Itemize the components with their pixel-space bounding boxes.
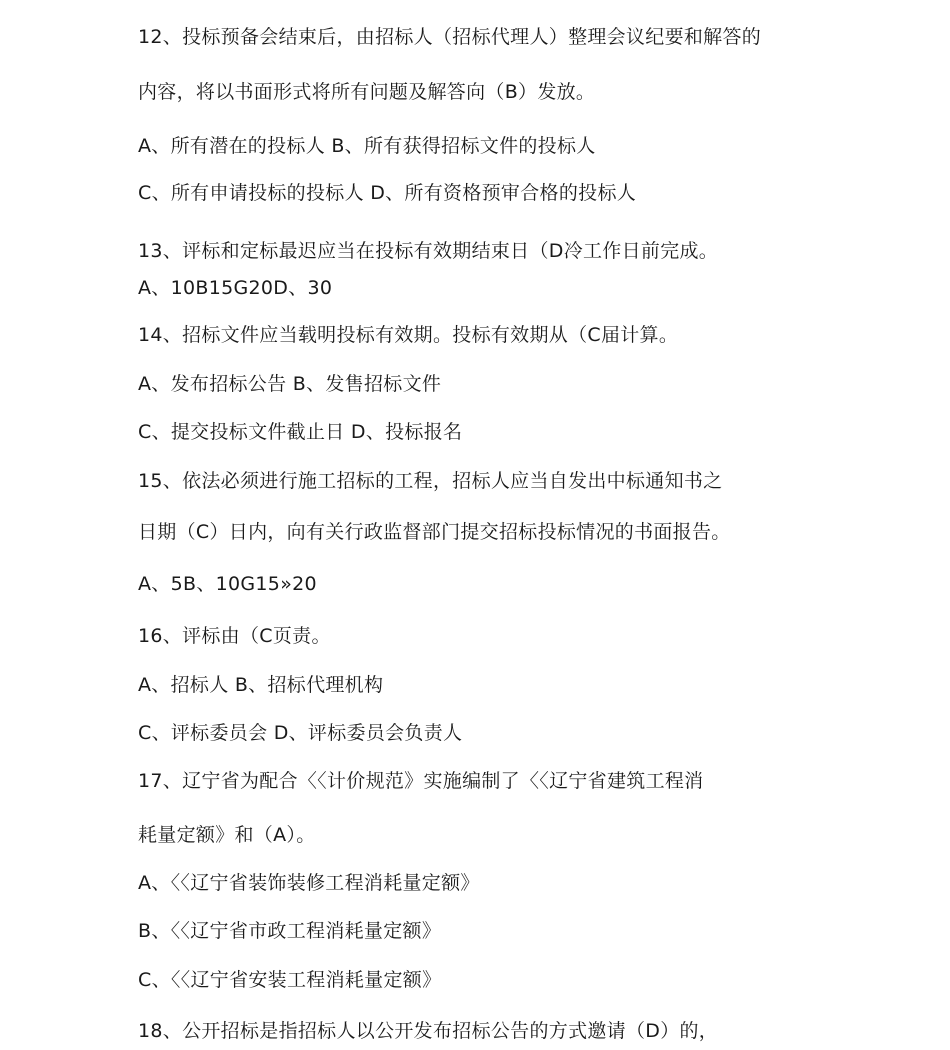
question-15-stem-line-2: 日期（C）日内，向有关行政监督部门提交招标投标情况的书面报告。: [138, 521, 731, 543]
question-13-stem: 13、评标和定标最迟应当在投标有效期结束日（D冷工作日前完成。: [138, 240, 719, 262]
question-15-stem-line-1: 15、依法必须进行施工招标的工程，招标人应当自发出中标通知书之: [138, 470, 723, 492]
question-14-options-c-d: C、提交投标文件截止日 D、投标报名: [138, 421, 463, 443]
question-16-stem: 16、评标由（C页责。: [138, 625, 331, 647]
question-12-stem-line-1: 12、投标预备会结束后，由招标人（招标代理人）整理会议纪要和解答的: [138, 26, 762, 48]
question-16-options-c-d: C、评标委员会 D、评标委员会负责人: [138, 722, 463, 744]
question-17-stem-line-1: 17、辽宁省为配合〈〈计价规范》实施编制了〈〈辽宁省建筑工程消: [138, 770, 704, 792]
question-14-options-a-b: A、发布招标公告 B、发售招标文件: [138, 373, 442, 395]
question-12-options-a-b: A、所有潜在的投标人 B、所有获得招标文件的投标人: [138, 135, 596, 157]
question-17-option-b: B、〈〈辽宁省市政工程消耗量定额》: [138, 920, 442, 942]
question-13-options: A、10B15G20D、30: [138, 277, 333, 299]
question-17-option-a: A、〈〈辽宁省装饰装修工程消耗量定额》: [138, 872, 480, 894]
question-18-stem-line-1: 18、公开招标是指招标人以公开发布招标公告的方式邀请（D）的，: [138, 1020, 719, 1042]
question-15-options: A、5B、10G15»20: [138, 573, 317, 595]
question-16-options-a-b: A、招标人 B、招标代理机构: [138, 674, 384, 696]
question-14-stem: 14、招标文件应当载明投标有效期。投标有效期从（C届计算。: [138, 324, 679, 346]
question-17-stem-line-2: 耗量定额》和（A）。: [138, 824, 316, 846]
question-12-options-c-d: C、所有申请投标的投标人 D、所有资格预审合格的投标人: [138, 182, 637, 204]
question-17-option-c: C、〈〈辽宁省安装工程消耗量定额》: [138, 969, 442, 991]
question-12-stem-line-2: 内容，将以书面形式将所有问题及解答向（B）发放。: [138, 81, 596, 103]
